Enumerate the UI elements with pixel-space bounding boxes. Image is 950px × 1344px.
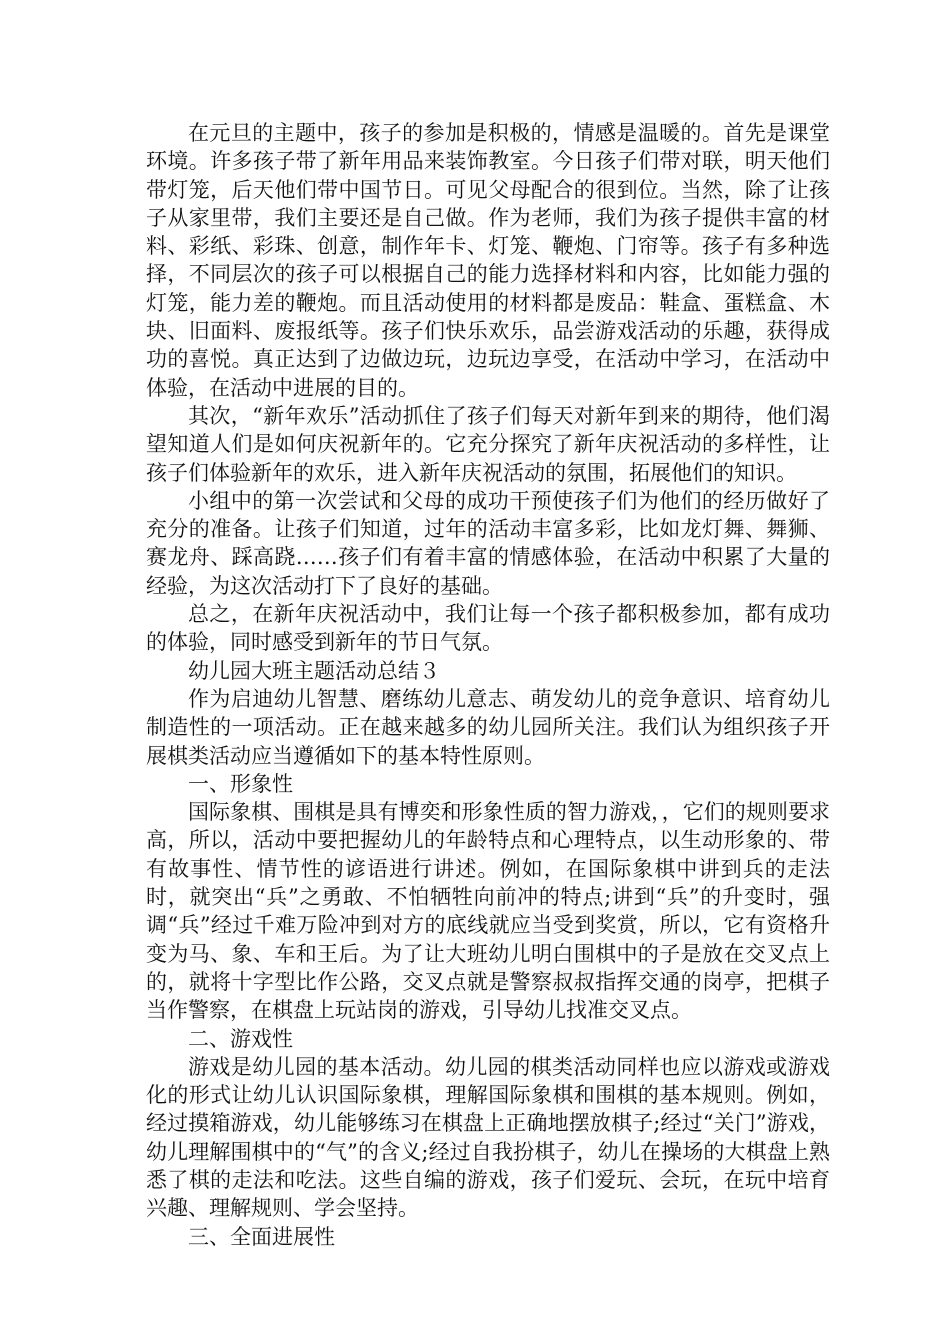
heading-imagery: 一、形象性	[188, 771, 293, 796]
section-heading-summary-3: 幼儿园大班主题活动总结３	[188, 658, 440, 683]
document-page	[146, 119, 830, 1251]
paragraph-group-attempt: 小组中的第一次尝试和父母的成功干预使孩子们为他们的经历做好了充分的准备。让孩子们知道，过年的活动丰富多彩，比如龙灯舞、舞狮、赛龙舟、踩高跷……孩子们有着丰富的情感体验，在活动中积累了大量的经验，为这次活动打下了良好的基础。	[146, 488, 830, 598]
paragraph-secondly: 其次，“新年欢乐”活动抓住了孩子们每天对新年到来的期待，他们渴望知道人们是如何庆祝新年的。它充分探究了新年庆祝活动的多样性，让孩子们体验新年的欢乐，进入新年庆祝活动的氛围，拓展他们的知识。	[146, 403, 830, 485]
paragraph-newyear-theme: 在元旦的主题中，孩子的参加是积极的，情感是温暖的。首先是课堂环境。许多孩子带了新年用品来装饰教室。今日孩子们带对联，明天他们带灯笼，后天他们带中国节日。可见父母配合的很到位。当然，除了让孩子从家里带，我们主要还是自己做。作为老师，我们为孩子提供丰富的材料、彩纸、彩珠、创意，制作年卡、灯笼、鞭炮、门帘等。孩子有多种选择，不同层次的孩子可以根据自己的能力选择材料和内容，比如能力强的灯笼，能力差的鞭炮。而且活动使用的材料都是废品：鞋盒、蛋糕盒、木块、旧面料、废报纸等。孩子们快乐欢乐，品尝游戏活动的乐趣，获得成功的喜悦。真正达到了边做边玩，边玩边享受，在活动中学习，在活动中体验，在活动中进展的目的。	[146, 121, 830, 400]
paragraph-playfulness: 游戏是幼儿园的基本活动。幼儿园的棋类活动同样也应以游戏或游戏化的形式让幼儿认识国际象棋，理解国际象棋和围棋的基本规则。例如，经过摸箱游戏，幼儿能够练习在棋盘上正确地摆放棋子;经过“关门”游戏，幼儿理解围棋中的“气”的含义;经过自我扮棋子，幼儿在操场的大棋盘上熟悉了棋的走法和吃法。这些自编的游戏，孩子们爱玩、会玩，在玩中培育兴趣、理解规则、学会坚持。	[146, 1054, 830, 1221]
paragraph-in-summary: 总之，在新年庆祝活动中，我们让每一个孩子都积极参加，都有成功的体验，同时感受到新年的节日气氛。	[146, 602, 830, 655]
heading-comprehensive-development: 三、全面进展性	[188, 1224, 335, 1249]
paragraph-chess-intro: 作为启迪幼儿智慧、磨练幼儿意志、萌发幼儿的竞争意识、培育幼儿制造性的一项活动。正在越来越多的幼儿园所关注。我们认为组织孩子开展棋类活动应当遵循如下的基本特性原则。	[146, 686, 830, 768]
heading-playfulness: 二、游戏性	[188, 1026, 293, 1051]
paragraph-imagery: 国际象棋、围棋是具有博奕和形象性质的智力游戏，，它们的规则要求高，所以，活动中要把握幼儿的年龄特点和心理特点，以生动形象的、带有故事性、情节性的谚语进行讲述。例如，在国际象棋中讲到兵的走法时，就突出“兵”之勇敢、不怕牺牲向前冲的特点;讲到“兵”的升变时，强调“兵”经过千难万险冲到对方的底线就应当受到奖赏，所以，它有资格升变为马、象、车和王后。为了让大班幼儿明白围棋中的子是放在交叉点上的，就将十字型比作公路，交叉点就是警察叔叔指挥交通的岗亭，把棋子当作警察，在棋盘上玩站岗的游戏，引导幼儿找准交叉点。	[146, 800, 830, 1023]
